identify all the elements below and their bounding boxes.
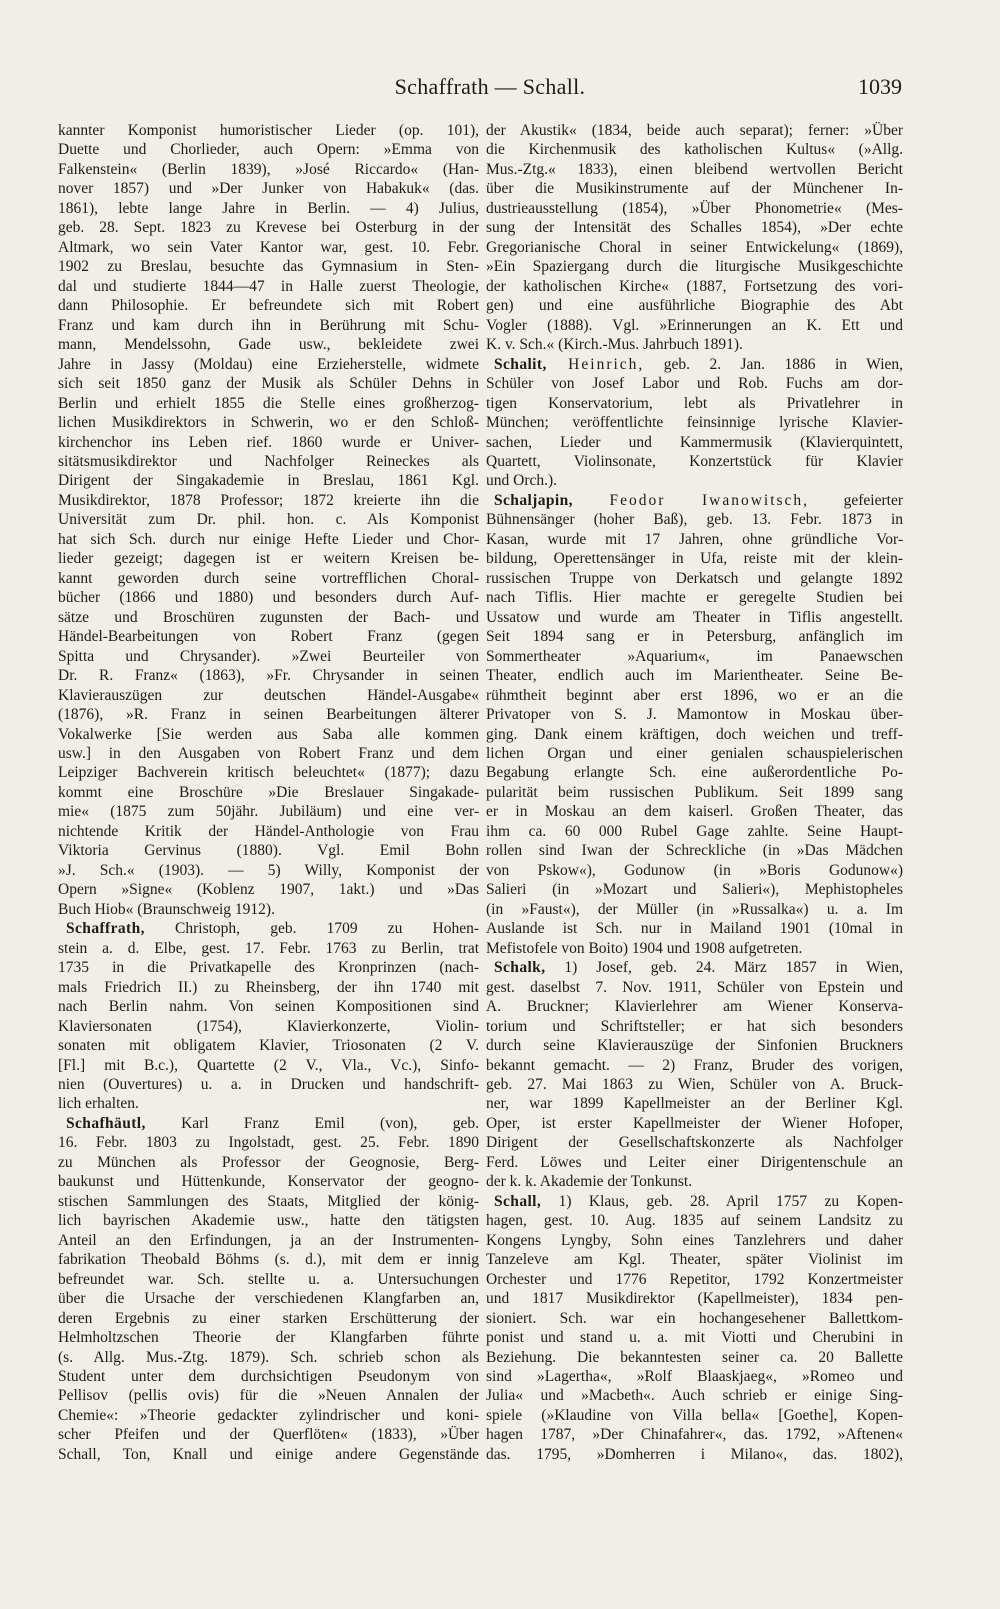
text-line: Oper, ist erster Kapellmeister der Wiener Hofoper,	[486, 1114, 903, 1132]
text-line: kirchenchor ins Leben rief. 1860 wurde er Univer-	[58, 433, 479, 451]
running-title: Schaffrath — Schall.	[394, 74, 586, 99]
text-line: Berlin und erhielt 1855 die Stelle eines großherzog-	[58, 394, 479, 412]
text-line: Mefistofele von Boito) 1904 und 1908 aufgetreten.	[486, 939, 803, 957]
text-line: Ussatow und wurde am Theater in Tiflis angestellt.	[486, 608, 903, 626]
text-line: das. 1795, »Domherren i Milano«, das. 1802),	[486, 1445, 903, 1463]
text-line: stein a. d. Elbe, gest. 17. Febr. 1763 zu Berlin, trat	[58, 939, 479, 957]
text-line: und Orch.).	[486, 472, 558, 490]
text-line: er in Moskau an dem kaiserl. Großen Theater, das	[486, 803, 903, 821]
text-line: Salieri (in »Mozart und Salieri«), Mephistopheles	[486, 881, 903, 899]
text-line: Händel-Bearbeitungen von Robert Franz (gegen	[58, 628, 479, 646]
text-line: Universität zum Dr. phil. hon. c. Als Komponist	[58, 511, 479, 529]
text-line: mann, Mendelssohn, Gade usw., bekleidete zwei	[58, 336, 479, 354]
text-line: Opern »Signe« (Koblenz 1907, 1akt.) und »Das	[58, 881, 479, 899]
text-line: Quartett, Violinsonate, Konzertstück für Klavier	[486, 452, 903, 470]
text-line: befreundet war. Sch. stellte u. a. Untersuchungen	[58, 1270, 479, 1288]
text-line: 16. Febr. 1803 zu Ingolstadt, gest. 25. Febr. 1890	[58, 1134, 479, 1152]
entry-text: 1) Klaus, geb. 28. April 1757 zu Kopen-	[541, 1192, 903, 1210]
text-line: K. v. Sch.« (Kirch.-Mus. Jahrbuch 1891).	[486, 336, 743, 354]
text-line: Anteil an den Erfindungen, ja an der Instrumenten-	[58, 1231, 479, 1249]
text-line: Dirigent der Singakademie in Breslau, 1861 Kgl.	[58, 472, 479, 490]
text-line: bücher (1866 und 1880) und besonders durch Auf-	[58, 589, 479, 607]
given-name: Heinrich,	[546, 355, 645, 373]
entry-text: gefeierter	[809, 491, 903, 509]
text-line: ponist und stand u. a. mit Viotti und Cherubini in	[486, 1329, 903, 1347]
text-line: sung der Intensität des Schalles 1854), »Der echte	[486, 219, 903, 237]
text-line: Auslande ist Sch. nur in Mailand 1901 (10mal in	[486, 920, 903, 938]
text-line: lich bayrischen Akademie usw., hatte den tätigsten	[58, 1212, 479, 1230]
text-line: Gregorianische Choral in seiner Entwickelung« (1869),	[486, 238, 903, 256]
text-line: »J. Sch.« (1903). — 5) Willy, Komponist der	[58, 861, 479, 879]
text-line: der k. k. Akademie der Tonkunst.	[486, 1173, 693, 1191]
text-line: lichen Organ und einer genialen schauspielerischen	[486, 745, 903, 762]
entry-line	[486, 1192, 903, 1211]
text-line: sioniert. Sch. war ein hochangesehener Ballettkom-	[486, 1309, 903, 1327]
text-line: Tanzeleve am Kgl. Theater, später Violinist im	[486, 1251, 903, 1269]
text-line: geb. 27. Mai 1863 zu Wien, Schüler von A. Bruck-	[486, 1075, 903, 1093]
text-line: (in »Faust«), der Müller (in »Russalka«) u. a. Im	[486, 900, 903, 918]
headword: Schall,	[494, 1192, 542, 1210]
text-line: nach Berlin nahm. Von seinen Kompositionen sind	[58, 998, 479, 1016]
text-line: sitätsmusikdirektor und Nachfolger Reineckes als	[58, 452, 479, 470]
text-line: Dr. R. Franz« (1863), »Fr. Chrysander in seinen	[58, 667, 479, 685]
text-line: ging. Dank einem kräftigen, doch weichen und treff-	[486, 725, 903, 743]
text-line: Seit 1894 sang er in Petersburg, anfänglich im	[486, 628, 903, 646]
text-line: lich erhalten.	[58, 1095, 139, 1113]
text-line: nien (Ouvertures) u. a. in Drucken und handschrift-	[58, 1075, 479, 1093]
text-line: »Ein Spaziergang durch die liturgische Musikgeschichte	[486, 258, 903, 276]
text-line: Begabung erlangte Sch. eine außerordentliche Po-	[486, 764, 903, 782]
text-line: rollen sind Iwan der Schreckliche (in »Das Mädchen	[486, 842, 903, 860]
text-line: der katholischen Kirche« (1887, Fortsetzung des vori-	[486, 277, 903, 295]
text-line: nover 1857) und »Der Junker von Habakuk« (das.	[58, 180, 479, 198]
text-line: deren Ergebnis zu einer starken Erschütterung der	[58, 1309, 479, 1327]
text-line: 1735 in die Privatkapelle des Kronprinzen (nach-	[58, 959, 479, 977]
text-line: sind »Lagertha«, »Rolf Blaaskjaeg«, »Romeo und	[486, 1368, 903, 1385]
text-line: Altmark, wo sein Vater Kantor war, gest. 10. Febr.	[58, 238, 479, 256]
text-line: spiele (»Klaudine von Villa bella« [Goethe], Kopen-	[486, 1406, 903, 1424]
text-line: tigen Konservatorium, lebt als Privatlehrer in	[486, 394, 903, 412]
text-line: baukunst und Hüttenkunde, Konservator der geogno-	[58, 1173, 479, 1191]
entry-line	[58, 1114, 479, 1133]
text-line: Klavierauszügen zur deutschen Händel-Ausgabe«	[58, 686, 479, 704]
headword: Schafhäutl,	[66, 1114, 146, 1132]
text-line: Helmholtzschen Theorie der Klangfarben führte	[58, 1329, 479, 1347]
entry-text: geb. 2. Jan. 1886 in Wien,	[644, 355, 903, 373]
text-line: sätze und Broschüren zugunsten der Bach- und	[58, 608, 479, 626]
text-line: nichtende Kritik der Händel-Anthologie von Frau	[58, 822, 479, 840]
text-line: Schüler von Josef Labor und Rob. Fuchs am dor-	[486, 375, 903, 393]
text-line: dann Philosophie. Er befreundete sich mit Robert	[58, 297, 479, 315]
text-line: von Pskow«), Godunow (in »Boris Godunow«)	[486, 861, 903, 879]
text-line: Orchester und 1776 Repetitor, 1792 Konzertmeister	[486, 1270, 903, 1288]
text-line: sonaten mit obligatem Klavier, Triosonaten (2 V.	[58, 1037, 479, 1055]
text-line: (s. Allg. Mus.-Ztg. 1879). Sch. schrieb schon als	[58, 1348, 479, 1366]
text-line: Vogler (1888). Vgl. »Erinnerungen an K. Ett und	[486, 316, 903, 334]
text-line: gest. daselbst 7. Nov. 1911, Schüler von Epstein und	[486, 978, 903, 996]
headword: Schaffrath,	[66, 920, 145, 938]
text-line: scher Pfeifen und der Querflöten« (1833), »Über	[58, 1426, 479, 1444]
text-line: ihm ca. 60 000 Rubel Gage zahlte. Seine Haupt-	[486, 822, 903, 840]
text-line: Student unter dem durchsichtigen Pseudonym von	[58, 1368, 479, 1385]
text-line: Schall, Ton, Knall und einige andere Gegenstände	[58, 1445, 479, 1463]
text-line: Pellisov (pellis ovis) für die »Neuen Annalen der	[58, 1387, 479, 1405]
text-line: lichen Musikdirektors in Schwerin, wo er den Schloß-	[58, 414, 479, 432]
text-line: Privatoper von S. J. Mamontow in Moskau über-	[486, 706, 903, 724]
text-line: Spitta und Chrysander). »Zwei Beurteiler von	[58, 647, 479, 665]
text-line: Klaviersonaten (1754), Klavierkonzerte, Violin-	[58, 1017, 479, 1035]
text-line: [Fl.] mit B.c.), Quartette (2 V., Vla., Vc.), Sinfo-	[58, 1056, 479, 1074]
text-line: russischen Truppe von Derkatsch und gelangte 1892	[486, 569, 903, 587]
text-line: lieder gezeigt; dagegen ist er weitern Kreisen be-	[58, 550, 479, 568]
text-line: fabrikation Theobald Böhms (s. d.), mit dem er innig	[58, 1251, 479, 1269]
text-line: A. Bruckner; Klavierlehrer am Wiener Konserva-	[486, 998, 903, 1016]
headword: Schaljapin,	[494, 491, 573, 509]
text-line: 1861), lebte lange Jahre in Berlin. — 4) Julius,	[58, 199, 479, 217]
text-line: usw.] in den Ausgaben von Robert Franz und dem	[58, 745, 479, 762]
text-line: sich seit 1850 ganz der Musik als Schüler Dehns in	[58, 375, 479, 393]
text-line: sachen, Lieder und Kammermusik (Klavierquintett,	[486, 433, 903, 451]
text-line: 1902 zu Breslau, besuchte das Gymnasium in Sten-	[58, 258, 479, 276]
text-line: über die Musikinstrumente auf der Münchener In-	[486, 180, 903, 198]
text-line: über die Ursache der verschiedenen Klangfarben an,	[58, 1290, 479, 1308]
given-name: Feodor Iwanowitsch,	[572, 491, 810, 509]
text-line: geb. 28. Sept. 1823 zu Krevese bei Osterburg in der	[58, 219, 479, 237]
text-line: kannter Komponist humoristischer Lieder (op. 101),	[58, 122, 479, 139]
headword: Schalit,	[494, 355, 547, 373]
text-line: torium und Schriftsteller; er hat sich besonders	[486, 1017, 903, 1035]
text-line: mie« (1875 zum 50jähr. Jubiläum) und eine ver-	[58, 803, 479, 821]
text-line: Ferd. Löwes und Leiter einer Dirigentenschule an	[486, 1153, 903, 1171]
text-line: zu München als Professor der Geognosie, Berg-	[58, 1153, 479, 1171]
text-line: Beziehung. Die bekanntesten seiner ca. 20 Ballette	[486, 1348, 903, 1366]
entry-text: Christoph, geb. 1709 zu Hohen-	[144, 920, 479, 938]
text-line: Franz und kam durch ihn in Berührung mit Schu-	[58, 316, 479, 334]
text-line: hagen, gest. 10. Aug. 1835 auf seinem Landsitz zu	[486, 1212, 903, 1230]
text-line: Dirigent der Gesellschaftskonzerte als Nachfolger	[486, 1134, 903, 1152]
left-column	[58, 121, 479, 1464]
text-line: Musikdirektor, 1878 Professor; 1872 kreierte ihn die	[58, 491, 479, 509]
text-line: hagen 1787, »Der Chinafahrer«, das. 1792, »Aftenen«	[486, 1426, 903, 1444]
text-line: durch seine Klavierauszüge der Sinfonien Bruckners	[486, 1037, 903, 1055]
headword: Schalk,	[494, 959, 546, 977]
text-line: Kongens Lyngby, Sohn eines Tanzlehrers und daher	[486, 1231, 903, 1249]
text-line: Vokalwerke [Sie werden aus Saba alle kommen	[58, 725, 479, 743]
text-line: gen) und eine ausführliche Biographie des Abt	[486, 297, 903, 315]
right-column	[486, 121, 903, 1464]
text-line: Jahre in Jassy (Moldau) eine Erzieherstelle, widmete	[58, 355, 479, 373]
text-line: ner, war 1899 Kapellmeister an der Berliner Kgl.	[486, 1095, 903, 1113]
text-line: dustrieausstellung (1854), »Über Phonometrie« (Mes-	[486, 199, 903, 217]
entry-line	[486, 355, 903, 374]
text-line: der Akustik« (1834, beide auch separat); ferner: »Über	[486, 122, 903, 139]
text-line: München; veröffentlichte feinsinnige lyrische Klavier-	[486, 414, 903, 432]
text-line: und 1817 Musikdirektor (Kapellmeister), 1834 pen-	[486, 1290, 903, 1308]
entry-text: 1) Josef, geb. 24. März 1857 in Wien,	[545, 959, 903, 977]
text-line: Chemie«: »Theorie gedackter zylindrischer und koni-	[58, 1406, 479, 1424]
text-line: mals Friedrich II.) zu Rheinsberg, der ihn 1740 mit	[58, 978, 479, 996]
text-line: Sommertheater »Aquarium«, im Panaewschen	[486, 647, 903, 665]
text-line: Buch Hiob« (Braunschweig 1912).	[58, 900, 275, 918]
text-line: Julia« und »Macbeth«. Auch schrieb er einige Sing-	[486, 1387, 903, 1405]
text-line: bekannt gemacht. — 2) Franz, Bruder des vorigen,	[486, 1056, 903, 1074]
text-line: (1876), »R. Franz in seinen Bearbeitungen älterer	[58, 706, 479, 724]
text-line: kommt eine Broschüre »Die Breslauer Singakade-	[58, 783, 479, 801]
entry-line	[486, 958, 903, 977]
text-line: Kasan, wurde mit 17 Jahren, ohne gründliche Vor-	[486, 530, 903, 548]
text-line: stischen Sammlungen des Staats, Mitglied der könig-	[58, 1192, 479, 1210]
text-line: nach Tiflis. Hier machte er geregelte Studien bei	[486, 589, 903, 607]
page-number: 1039	[858, 74, 902, 99]
text-line: Bühnensänger (hoher Baß), geb. 13. Febr. 1873 in	[486, 511, 903, 529]
text-line: bildung, Operettensänger in Ufa, reiste mit der klein-	[486, 550, 903, 568]
text-line: Viktoria Gervinus (1880). Vgl. Emil Bohn	[58, 842, 479, 860]
text-line: kannt geworden durch seine vortrefflichen Choral-	[58, 569, 479, 587]
text-line: dal und studierte 1844—47 in Halle zuerst Theologie,	[58, 277, 479, 295]
text-line: die Kirchenmusik des katholischen Kultus« (»Allg.	[486, 141, 903, 159]
entry-line	[486, 491, 903, 510]
text-line: Mus.-Ztg.« 1833), einen bleibend wertvollen Bericht	[486, 160, 903, 178]
entry-line	[58, 919, 479, 938]
text-line: hat sich Sch. durch nur einige Hefte Lieder und Chor-	[58, 530, 479, 548]
text-line: Leipziger Bachverein kritisch beleuchtet« (1877); dazu	[58, 764, 479, 782]
text-line: Duette und Chorlieder, auch Opern: »Emma von	[58, 141, 479, 159]
text-line: Falkenstein« (Berlin 1839), »José Riccardo« (Han-	[58, 160, 479, 178]
entry-text: Karl Franz Emil (von), geb.	[145, 1114, 479, 1132]
text-line: Theater, endlich auch im Marientheater. Seine Be-	[486, 667, 903, 685]
text-line: rühmtheit beginnt aber erst 1896, wo er an die	[486, 686, 903, 704]
text-line: pularität beim russischen Publikum. Seit 1899 sang	[486, 783, 903, 801]
